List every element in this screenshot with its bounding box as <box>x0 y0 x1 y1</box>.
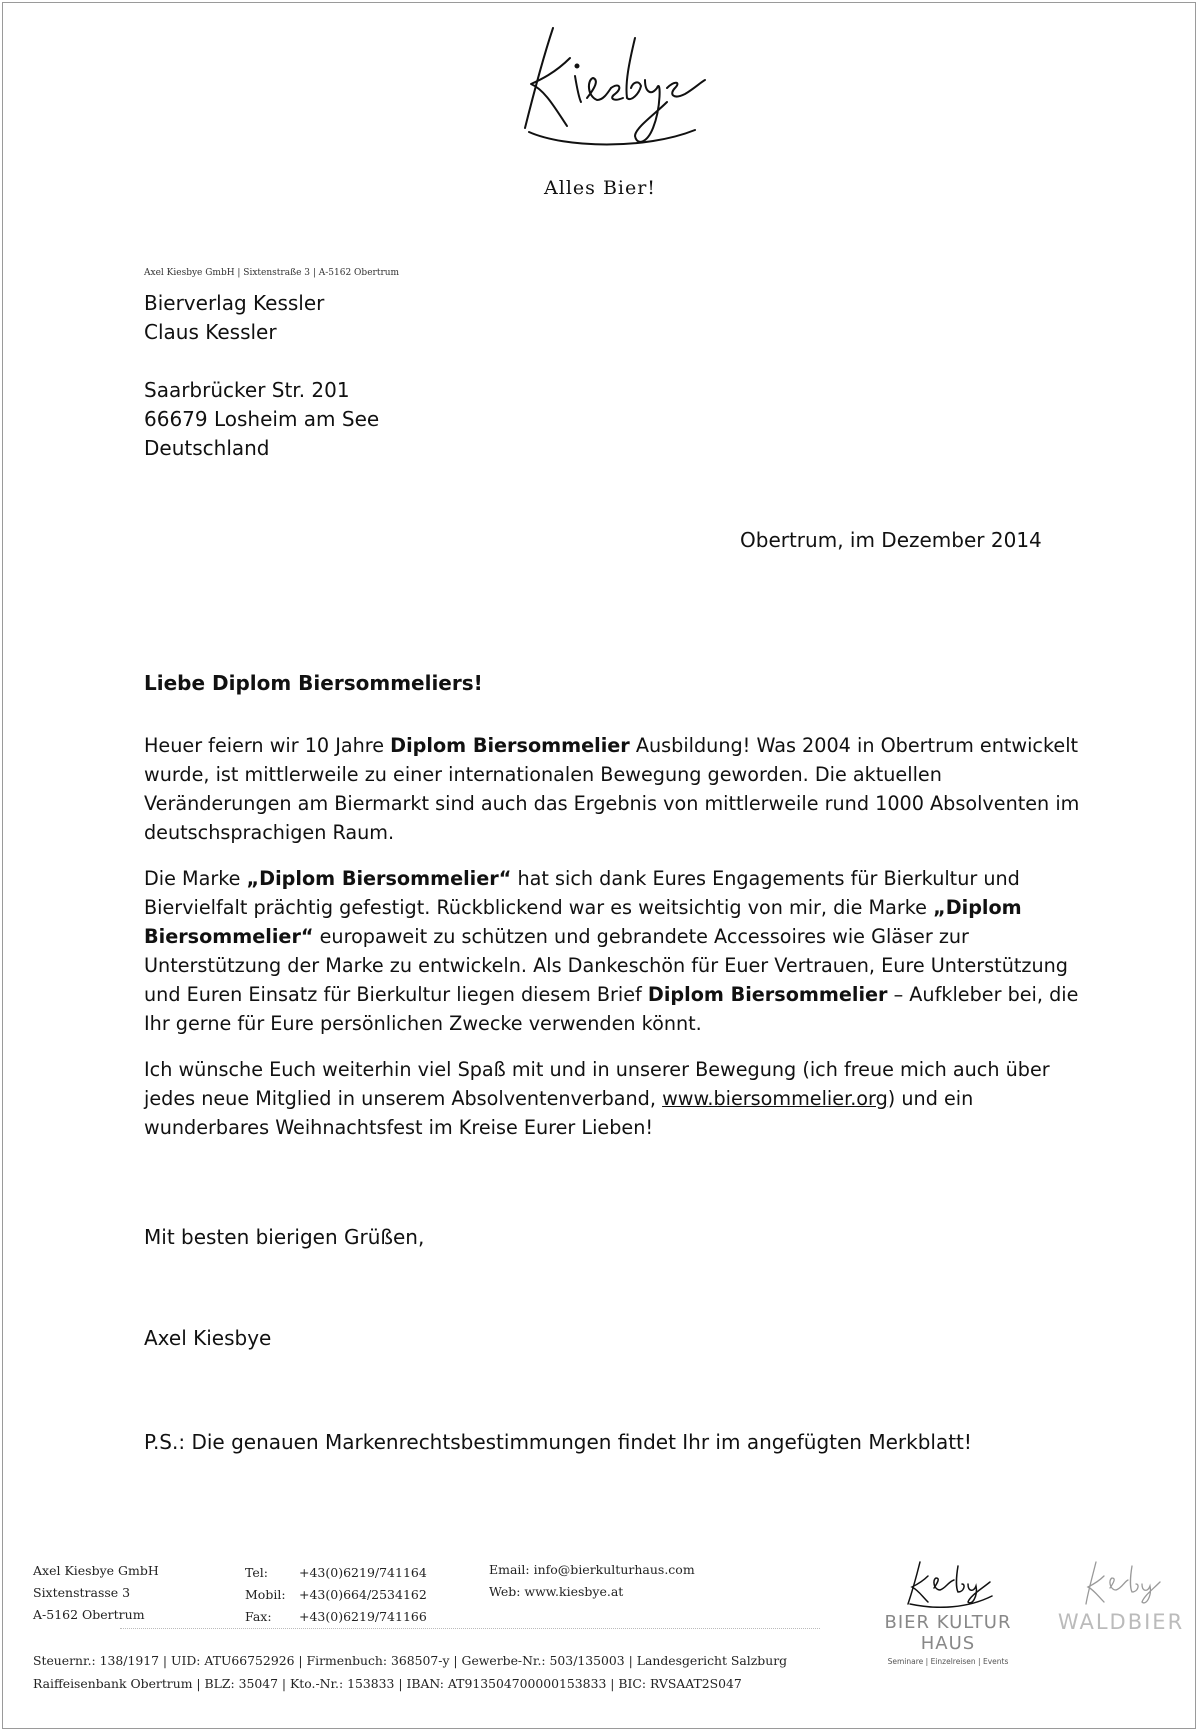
signature-name: Axel Kiesbye <box>144 1326 272 1350</box>
salutation: Liebe Diplom Biersommeliers! <box>144 671 483 695</box>
footer-web[interactable]: Web: www.kiesbye.at <box>489 1584 624 1599</box>
kiesbyes-script-faded-icon <box>1076 1556 1166 1608</box>
body-paragraph-3: Ich wünsche Euch weiterhin viel Spaß mit und in unserer Bewegung (ich freue mich auch über jedes neue Mitglied in unserem Absolventenverband, www.biersommelier.org) und ein wunderbares Weihnachtsfest im Kreise Eurer Lieben! <box>144 1058 1050 1139</box>
kiesbye-logo <box>495 18 715 153</box>
postscript: P.S.: Die genauen Markenrechtsbestimmungen findet Ihr im angefügten Merkblatt! <box>144 1430 972 1454</box>
recipient-company: Bierverlag Kessler <box>144 291 325 315</box>
recipient-city: 66679 Losheim am See <box>144 407 380 431</box>
body-paragraph-2: Die Marke „Diplom Biersommelier“ hat sich dank Eures Engagements für Bierkultur und Biervielfalt prächtig gefestigt. Rückblickend war es weitsichtig von mir, die Marke „Diplom Biersommelier“ europaweit zu schützen und gebrandete Accessoires wie Gläser zur Unterstützung der Marke zu entwickeln. Als Dankeschön für Euer Vertrauen, Eure Unterstützung und Euren Einsatz für Bierkultur liegen diesem Brief Diplom Biersommelier – Aufkleber bei, die Ihr gerne für Eure persönlichen Zwecke verwenden könnt. <box>144 867 1079 1035</box>
waldbier-logo: WALDBIER <box>1056 1556 1186 1634</box>
letter-body <box>144 731 1094 1159</box>
footer-email[interactable]: Email: info@bierkulturhaus.com <box>489 1562 695 1577</box>
body-paragraph-1: Heuer feiern wir 10 Jahre Diplom Biersommelier Ausbildung! Was 2004 in Obertrum entwickelt wurde, ist mittlerweile zu einer internationalen Bewegung geworden. Die aktuellen Veränderungen am Biermarkt sind auch das Ergebnis von mittlerweile rund 1000 Absolventen im deutschsprachigen Raum. <box>144 734 1080 844</box>
footer-contact <box>489 1559 695 1603</box>
footer-divider <box>120 1628 820 1629</box>
recipient-address <box>144 289 379 463</box>
letter-date: Obertrum, im Dezember 2014 <box>740 528 1042 552</box>
footer-phones: Tel: +43(0)6219/741164 Mobil: +43(0)664/2534162 Fax: +43(0)6219/741166 <box>245 1565 427 1624</box>
kiesbyes-script-icon <box>898 1556 998 1608</box>
letterhead-tagline: Alles Bier! <box>544 177 656 199</box>
footer-legal: Steuernr.: 138/1917 | UID: ATU66752926 | Firmenbuch: 368507-y | Gewerbe-Nr.: 503/135003 | Landesgericht Salzburg Raiffeisenbank Obertrum | BLZ: 35047 | Kto.-Nr.: 153833 | IBAN: AT913504700000153833 | BIC: RVSAAT2S047 <box>33 1653 788 1691</box>
recipient-street: Saarbrücker Str. 201 <box>144 378 350 402</box>
footer-company: Axel Kiesbye GmbH Sixtenstrasse 3 A-5162 Obertrum <box>33 1563 159 1622</box>
recipient-name: Claus Kessler <box>144 320 277 344</box>
closing-line: Mit besten bierigen Grüßen, <box>144 1225 425 1249</box>
biersommelier-link[interactable]: www.biersommelier.org <box>662 1087 888 1110</box>
sender-return-address: Axel Kiesbye GmbH | Sixtenstraße 3 | A-5162 Obertrum <box>144 268 400 278</box>
bier-kultur-haus-logo: BIER KULTUR HAUS Seminare | Einzelreisen | Events <box>858 1556 1038 1666</box>
recipient-country: Deutschland <box>144 436 270 460</box>
